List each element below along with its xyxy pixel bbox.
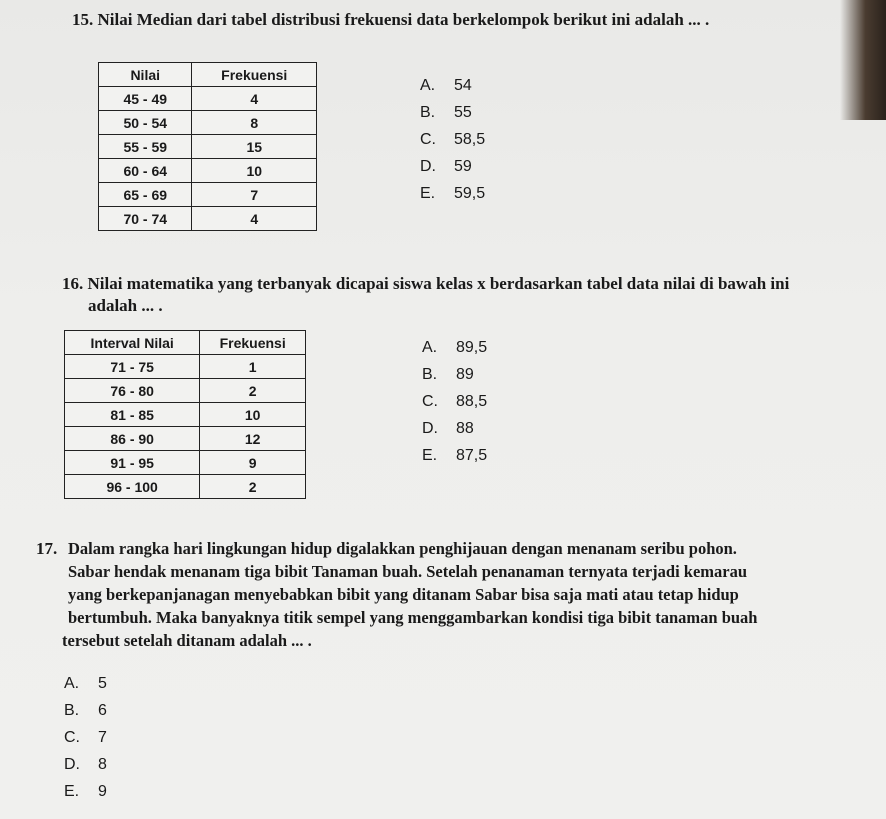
table-row: [99, 87, 317, 111]
option-value: 7: [98, 729, 107, 746]
option-value: 6: [98, 702, 107, 719]
option-c[interactable]: [422, 388, 487, 415]
option-value: 55: [454, 104, 472, 121]
option-d[interactable]: [64, 751, 107, 778]
option-label: B.: [422, 366, 438, 383]
option-label: A.: [422, 339, 438, 356]
cell: 7: [192, 183, 317, 207]
table-row: [65, 451, 306, 475]
page-edge-shadow: [840, 0, 886, 120]
option-value: 59,5: [454, 185, 486, 202]
question-17-number: 17.: [36, 539, 58, 558]
question-text-line-1: Nilai matematika yang terbanyak dicapai siswa kelas x berdasarkan tabel data nilai di bawah ini: [87, 274, 790, 293]
option-value: 88: [456, 420, 474, 437]
option-value: 9: [98, 783, 107, 800]
question-16: [62, 274, 789, 294]
cell: 9: [200, 451, 306, 475]
option-label: A.: [420, 77, 436, 94]
option-e[interactable]: [420, 180, 485, 207]
paragraph-line: yang berkepanjanagan menyebabkan bibit yang ditanam Sabar bisa saja mati atau tetap hidup: [68, 585, 739, 604]
option-label: B.: [64, 702, 80, 719]
header-cell: Frekuensi: [192, 63, 317, 87]
cell: 45 - 49: [99, 87, 192, 111]
frequency-table-q16: [64, 330, 306, 499]
option-value: 54: [454, 77, 472, 94]
table-row: [65, 355, 306, 379]
table-row: [65, 379, 306, 403]
cell: 15: [192, 135, 317, 159]
cell: 8: [192, 111, 317, 135]
header-cell: Frekuensi: [200, 331, 306, 355]
table-header-row: [65, 331, 306, 355]
header-cell: Nilai: [99, 63, 192, 87]
option-c[interactable]: [64, 724, 107, 751]
cell: 2: [200, 379, 306, 403]
option-b[interactable]: [64, 697, 107, 724]
paragraph-line: bertumbuh. Maka banyaknya titik sempel yang menggambarkan kondisi tiga bibit tanaman buah: [68, 608, 758, 627]
option-label: C.: [420, 131, 436, 148]
option-e[interactable]: [422, 442, 487, 469]
cell: 71 - 75: [65, 355, 200, 379]
table-row: [99, 183, 317, 207]
option-value: 58,5: [454, 131, 486, 148]
option-label: C.: [64, 729, 80, 746]
option-label: B.: [420, 104, 436, 121]
option-label: C.: [422, 393, 438, 410]
option-value: 87,5: [456, 447, 488, 464]
cell: 10: [192, 159, 317, 183]
option-value: 5: [98, 675, 107, 692]
option-value: 88,5: [456, 393, 488, 410]
option-b[interactable]: [422, 361, 487, 388]
cell: 12: [200, 427, 306, 451]
question-number: 15.: [72, 10, 94, 29]
option-label: D.: [64, 756, 80, 773]
cell: 55 - 59: [99, 135, 192, 159]
option-value: 89,5: [456, 339, 488, 356]
option-label: E.: [64, 783, 80, 800]
option-a[interactable]: [422, 334, 487, 361]
cell: 65 - 69: [99, 183, 192, 207]
cell: 70 - 74: [99, 207, 192, 231]
cell: 4: [192, 207, 317, 231]
question-16-line-2: adalah ... .: [88, 296, 163, 315]
option-c[interactable]: [420, 126, 485, 153]
cell: 4: [192, 87, 317, 111]
cell: 2: [200, 475, 306, 499]
question-15: [72, 10, 709, 30]
option-label: E.: [420, 185, 436, 202]
table-row: [65, 475, 306, 499]
option-label: E.: [422, 447, 438, 464]
option-e[interactable]: [64, 778, 107, 805]
option-label: D.: [420, 158, 436, 175]
option-a[interactable]: [64, 670, 107, 697]
cell: 76 - 80: [65, 379, 200, 403]
table-row: [65, 427, 306, 451]
cell: 1: [200, 355, 306, 379]
option-label: A.: [64, 675, 80, 692]
cell: 96 - 100: [65, 475, 200, 499]
option-value: 59: [454, 158, 472, 175]
table-row: [99, 111, 317, 135]
options-q15: [420, 72, 485, 207]
option-d[interactable]: [422, 415, 487, 442]
cell: 50 - 54: [99, 111, 192, 135]
options-q16: [422, 334, 487, 469]
options-q17: [64, 670, 107, 805]
cell: 60 - 64: [99, 159, 192, 183]
question-text: Nilai Median dari tabel distribusi frekuensi data berkelompok berikut ini adalah ... .: [97, 10, 710, 29]
option-a[interactable]: [420, 72, 485, 99]
cell: 86 - 90: [65, 427, 200, 451]
table-row: [99, 159, 317, 183]
paragraph-line: tersebut setelah ditanam adalah ... .: [62, 631, 312, 650]
cell: 91 - 95: [65, 451, 200, 475]
table-row: [99, 135, 317, 159]
option-value: 8: [98, 756, 107, 773]
paragraph-line: Sabar hendak menanam tiga bibit Tanaman buah. Setelah penanaman ternyata terjadi kemarau: [68, 562, 748, 581]
option-b[interactable]: [420, 99, 485, 126]
table-header-row: [99, 63, 317, 87]
table-row: [99, 207, 317, 231]
frequency-table-q15: [98, 62, 317, 231]
question-17-text: [62, 537, 848, 652]
header-cell: Interval Nilai: [65, 331, 200, 355]
option-label: D.: [422, 420, 438, 437]
option-value: 89: [456, 366, 474, 383]
cell: 10: [200, 403, 306, 427]
paragraph-line: Dalam rangka hari lingkungan hidup digalakkan penghijauan dengan menanam seribu pohon.: [68, 539, 737, 558]
option-d[interactable]: [420, 153, 485, 180]
question-number: 16.: [62, 274, 84, 293]
cell: 81 - 85: [65, 403, 200, 427]
table-row: [65, 403, 306, 427]
